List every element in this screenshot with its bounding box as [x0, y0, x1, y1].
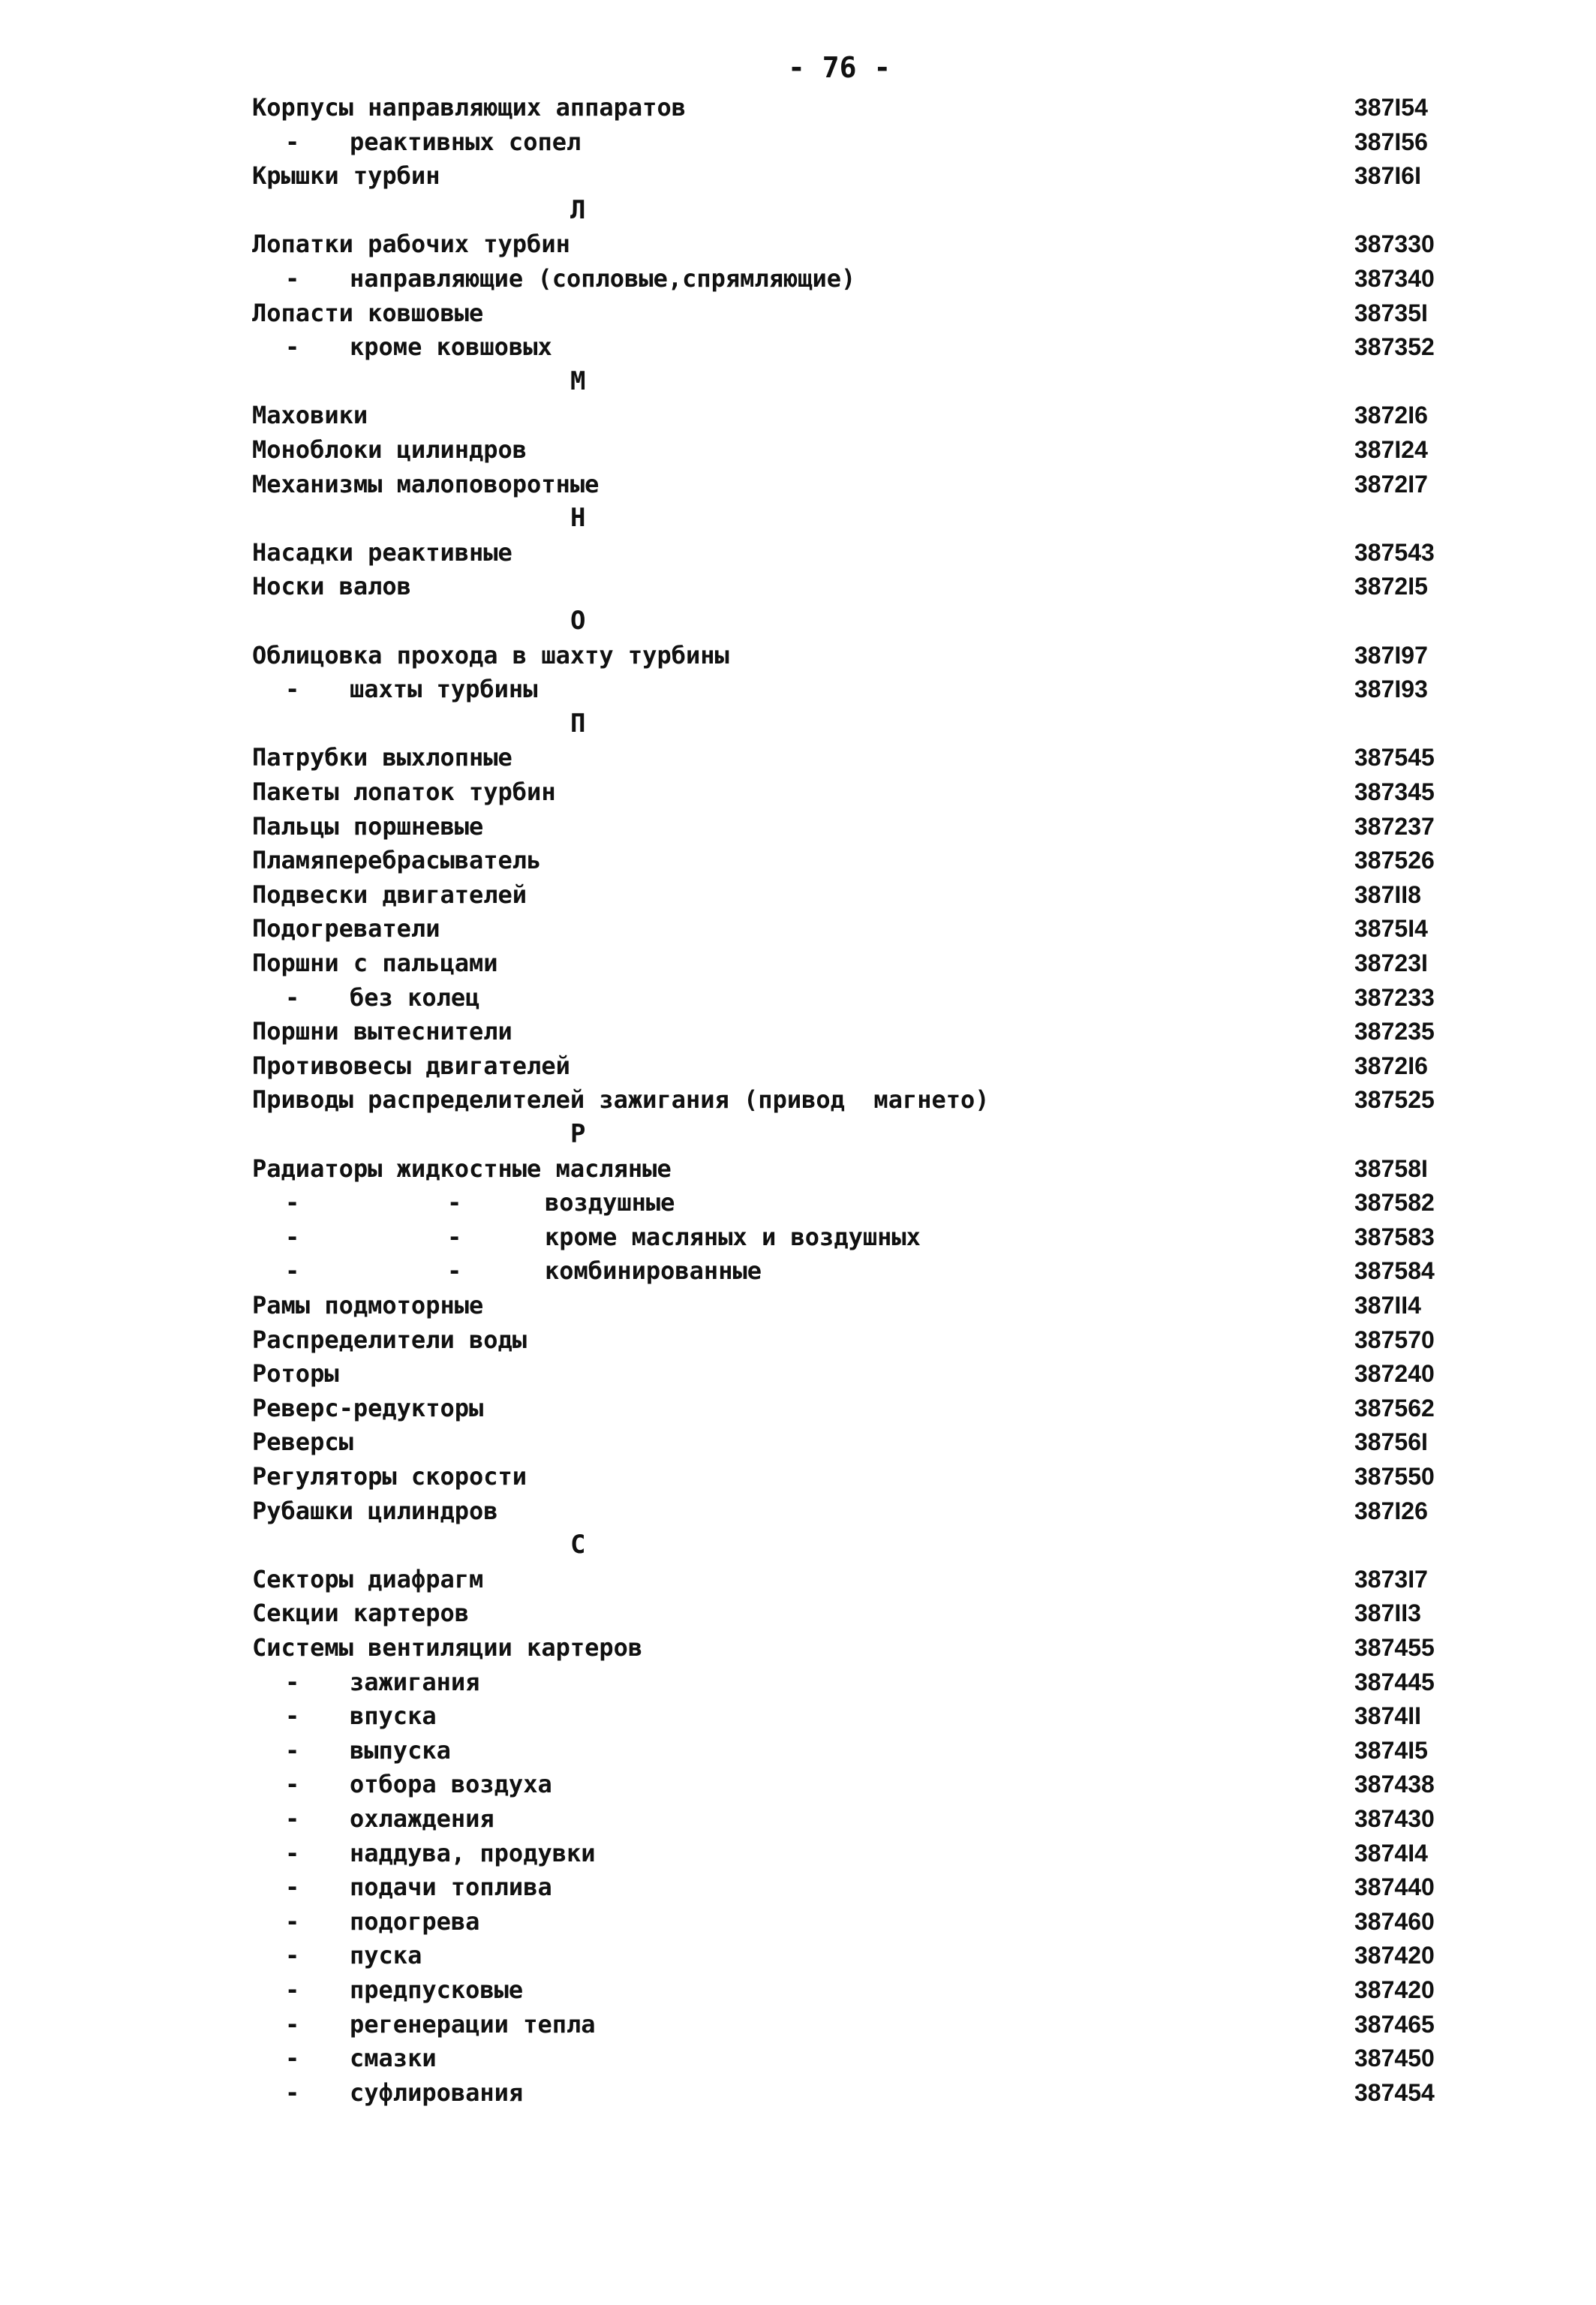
- section-letter: П: [570, 708, 586, 739]
- entry-label: пуска: [350, 1941, 422, 1970]
- index-entry: [0, 980, 1596, 1015]
- index-entry: [0, 1767, 1596, 1801]
- index-entry: [0, 2007, 1596, 2042]
- index-entry: [0, 330, 1596, 364]
- section-letter: Н: [570, 503, 586, 534]
- entry-label: Подогреватели: [252, 914, 440, 943]
- entry-label: Системы вентиляции картеров: [252, 1633, 643, 1662]
- entry-code: 387562: [1354, 1394, 1435, 1422]
- entry-code: 3875I4: [1354, 915, 1428, 943]
- entry-code: 3874I5: [1354, 1736, 1428, 1764]
- index-entry: [0, 638, 1596, 673]
- entry-label: Приводы распределителей зажигания (привод магнето): [252, 1085, 990, 1115]
- section-letter-row: [0, 1527, 1596, 1562]
- continuation-dash: -: [285, 2009, 300, 2039]
- entry-label: подачи топлива: [350, 1873, 552, 1902]
- section-letter-row: [0, 501, 1596, 535]
- entry-label: Реверс-редукторы: [252, 1393, 484, 1422]
- index-entry: [0, 158, 1596, 193]
- entry-label: Пламяперебрасыватель: [252, 846, 542, 875]
- continuation-dash: -: [285, 1188, 300, 1217]
- entry-label: Реверсы: [252, 1428, 353, 1457]
- entry-label: Носки валов: [252, 572, 411, 601]
- entry-code: 387465: [1354, 2010, 1435, 2038]
- index-entry: [0, 1049, 1596, 1083]
- index-entry: [0, 1425, 1596, 1459]
- page-number: - 76 -: [788, 51, 891, 84]
- entry-code: 387460: [1354, 1907, 1435, 1935]
- index-entry: [0, 90, 1596, 125]
- continuation-dash: -: [285, 1256, 300, 1286]
- entry-code: 3874II: [1354, 1702, 1421, 1730]
- entry-code: 387545: [1354, 744, 1435, 772]
- entry-label: Патрубки выхлопные: [252, 743, 512, 772]
- index-entry: [0, 227, 1596, 261]
- continuation-dash: -: [285, 1702, 300, 1731]
- continuation-dash: -: [285, 127, 300, 156]
- index-entry: [0, 1870, 1596, 1904]
- index-entry: [0, 1459, 1596, 1494]
- entry-label: Пакеты лопаток турбин: [252, 778, 556, 806]
- entry-label: зажигания: [350, 1667, 480, 1696]
- index-entry: [0, 1801, 1596, 1836]
- entry-code: 387345: [1354, 778, 1435, 805]
- index-entry: [0, 1014, 1596, 1049]
- entry-label: без колец: [350, 982, 480, 1012]
- entry-code: 3872I6: [1354, 402, 1428, 429]
- index-entry: [0, 843, 1596, 877]
- entry-code: 3873I7: [1354, 1565, 1428, 1593]
- entry-label: наддува, продувки: [350, 1838, 596, 1867]
- continuation-dash: -: [285, 675, 300, 704]
- index-entry: [0, 911, 1596, 946]
- entry-code: 387235: [1354, 1018, 1435, 1046]
- entry-label: Насадки реактивные: [252, 537, 512, 567]
- index-entry: [0, 432, 1596, 467]
- section-letter: С: [570, 1530, 586, 1560]
- index-entry: [0, 775, 1596, 809]
- entry-label: суфлирования: [350, 2078, 524, 2107]
- entry-label: Маховики: [252, 401, 368, 430]
- entry-code: 387525: [1354, 1086, 1435, 1114]
- index-entry: [0, 1323, 1596, 1357]
- continuation-dash: -: [285, 982, 300, 1012]
- entry-code: 387455: [1354, 1634, 1435, 1661]
- entry-label: комбинированные: [545, 1256, 762, 1286]
- section-letter: М: [570, 366, 586, 396]
- entry-code: 387445: [1354, 1668, 1435, 1696]
- entry-code: 387550: [1354, 1463, 1435, 1490]
- entry-label: смазки: [350, 2044, 437, 2073]
- entry-code: 387II4: [1354, 1292, 1421, 1319]
- entry-code: 38758I: [1354, 1154, 1428, 1182]
- entry-code: 3872I5: [1354, 573, 1428, 600]
- entry-label: шахты турбины: [350, 675, 538, 704]
- entry-code: 3872I7: [1354, 470, 1428, 498]
- index-entry: [0, 569, 1596, 603]
- entry-code: 387543: [1354, 538, 1435, 566]
- entry-label: регенерации тепла: [350, 2009, 596, 2039]
- section-letter-row: [0, 364, 1596, 399]
- index-entry: [0, 1185, 1596, 1220]
- index-entry: [0, 1356, 1596, 1391]
- entry-code: 387583: [1354, 1223, 1435, 1250]
- entry-code: 387I24: [1354, 436, 1428, 463]
- entry-label: Противовесы двигателей: [252, 1051, 570, 1080]
- entry-code: 387440: [1354, 1873, 1435, 1901]
- entry-code: 387I26: [1354, 1497, 1428, 1524]
- continuation-dash: -: [447, 1222, 462, 1251]
- entry-label: Регуляторы скорости: [252, 1462, 527, 1491]
- continuation-dash: -: [285, 1667, 300, 1696]
- entry-label: Рамы подмоторные: [252, 1291, 484, 1320]
- section-letter: Л: [570, 194, 586, 225]
- index-entry: [0, 1938, 1596, 1972]
- section-letter-row: [0, 1117, 1596, 1151]
- entry-code: 387I56: [1354, 128, 1428, 155]
- entry-label: Облицовка прохода в шахту турбины: [252, 640, 729, 670]
- index-entry: [0, 467, 1596, 501]
- index-entry: [0, 398, 1596, 432]
- entry-label: кроме масляных и воздушных: [545, 1222, 921, 1251]
- section-letter-row: [0, 193, 1596, 227]
- entry-code: 387240: [1354, 1360, 1435, 1388]
- index-entry: [0, 740, 1596, 775]
- continuation-dash: -: [285, 1735, 300, 1765]
- entry-code: 387526: [1354, 847, 1435, 874]
- continuation-dash: -: [285, 1770, 300, 1799]
- entry-code: 387584: [1354, 1257, 1435, 1285]
- entry-label: Лопасти ковшовые: [252, 298, 484, 327]
- index-entry: [0, 1596, 1596, 1630]
- index-entry: [0, 1904, 1596, 1939]
- continuation-dash: -: [285, 264, 300, 293]
- entry-code: 3872I6: [1354, 1052, 1428, 1079]
- entry-label: Роторы: [252, 1359, 339, 1389]
- entry-label: подогрева: [350, 1906, 480, 1936]
- index-entry: [0, 1391, 1596, 1425]
- continuation-dash: -: [285, 1222, 300, 1251]
- entry-label: Механизмы малоповоротные: [252, 469, 600, 498]
- entry-code: 387438: [1354, 1771, 1435, 1798]
- entry-code: 38756I: [1354, 1428, 1428, 1456]
- entry-label: Поршни с пальцами: [252, 949, 498, 977]
- entry-code: 38735I: [1354, 299, 1428, 326]
- continuation-dash: -: [285, 1975, 300, 2004]
- entry-label: охлаждения: [350, 1804, 494, 1833]
- entry-label: Радиаторы жидкостные масляные: [252, 1154, 672, 1183]
- entry-label: Корпусы направляющих аппаратов: [252, 93, 686, 122]
- entry-label: направляющие (сопловые,спрямляющие): [350, 264, 856, 293]
- entry-label: Поршни вытеснители: [252, 1017, 512, 1046]
- entry-code: 3874I4: [1354, 1839, 1428, 1867]
- entry-code: 387I6I: [1354, 162, 1421, 190]
- entry-code: 387233: [1354, 983, 1435, 1011]
- index-entry: [0, 2041, 1596, 2075]
- entry-label: Секторы диафрагм: [252, 1564, 484, 1593]
- entry-label: Лопатки рабочих турбин: [252, 230, 570, 259]
- index-entry: [0, 1630, 1596, 1665]
- entry-code: 387237: [1354, 812, 1435, 840]
- continuation-dash: -: [285, 1804, 300, 1833]
- entry-code: 38723I: [1354, 949, 1428, 976]
- entry-code: 387430: [1354, 1805, 1435, 1832]
- entry-label: воздушные: [545, 1188, 675, 1217]
- entry-code: 387340: [1354, 265, 1435, 292]
- entry-code: 387I54: [1354, 94, 1428, 121]
- continuation-dash: -: [285, 1873, 300, 1902]
- entry-label: впуска: [350, 1702, 437, 1731]
- continuation-dash: -: [285, 2078, 300, 2107]
- entry-label: Пальцы поршневые: [252, 811, 484, 841]
- entry-label: выпуска: [350, 1735, 451, 1765]
- index-entry: [0, 1836, 1596, 1870]
- index-entry: [0, 946, 1596, 980]
- index-entry: [0, 877, 1596, 912]
- entry-code: 387II8: [1354, 880, 1421, 908]
- index-entry: [0, 1699, 1596, 1733]
- continuation-dash: -: [285, 1941, 300, 1970]
- index-entry: [0, 1665, 1596, 1699]
- index-entry: [0, 1494, 1596, 1528]
- entry-label: Секции картеров: [252, 1599, 469, 1628]
- entry-code: 387420: [1354, 1942, 1435, 1969]
- entry-label: реактивных сопел: [350, 127, 582, 156]
- entry-label: кроме ковшовых: [350, 333, 552, 362]
- index-entry: [0, 1562, 1596, 1596]
- entry-label: Подвески двигателей: [252, 880, 527, 909]
- entry-label: предпусковые: [350, 1975, 524, 2004]
- index-entry: [0, 1220, 1596, 1254]
- continuation-dash: -: [285, 1906, 300, 1936]
- entry-code: 387I97: [1354, 641, 1428, 669]
- entry-code: 387420: [1354, 1976, 1435, 2003]
- index-entry: [0, 1733, 1596, 1768]
- entry-code: 387582: [1354, 1189, 1435, 1217]
- index-entry: [0, 125, 1596, 159]
- section-letter-row: [0, 706, 1596, 741]
- continuation-dash: -: [285, 333, 300, 362]
- entry-label: отбора воздуха: [350, 1770, 552, 1799]
- entry-code: 387II3: [1354, 1599, 1421, 1627]
- section-letter: О: [570, 606, 586, 636]
- continuation-dash: -: [447, 1188, 462, 1217]
- continuation-dash: -: [447, 1256, 462, 1286]
- index-entry: [0, 261, 1596, 296]
- index-entry: [0, 1082, 1596, 1117]
- index-entry: [0, 2075, 1596, 2110]
- index-entry: [0, 809, 1596, 844]
- index-entry: [0, 672, 1596, 706]
- continuation-dash: -: [285, 2044, 300, 2073]
- continuation-dash: -: [285, 1838, 300, 1867]
- entry-code: 387352: [1354, 333, 1435, 361]
- entry-code: 387570: [1354, 1326, 1435, 1353]
- entry-label: Рубашки цилиндров: [252, 1496, 498, 1525]
- index-entry: [0, 1151, 1596, 1186]
- entry-label: Крышки турбин: [252, 161, 440, 191]
- index-entry: [0, 535, 1596, 570]
- section-letter-row: [0, 603, 1596, 638]
- section-letter: Р: [570, 1119, 586, 1149]
- index-entry: [0, 296, 1596, 330]
- index-entry: [0, 1253, 1596, 1288]
- index-entry: [0, 1288, 1596, 1323]
- entry-code: 387330: [1354, 230, 1435, 258]
- index-entry: [0, 1972, 1596, 2007]
- entry-code: 387I93: [1354, 676, 1428, 703]
- entry-code: 387450: [1354, 2045, 1435, 2072]
- entry-label: Распределители воды: [252, 1325, 527, 1354]
- entry-code: 387454: [1354, 2078, 1435, 2106]
- entry-label: Моноблоки цилиндров: [252, 435, 527, 464]
